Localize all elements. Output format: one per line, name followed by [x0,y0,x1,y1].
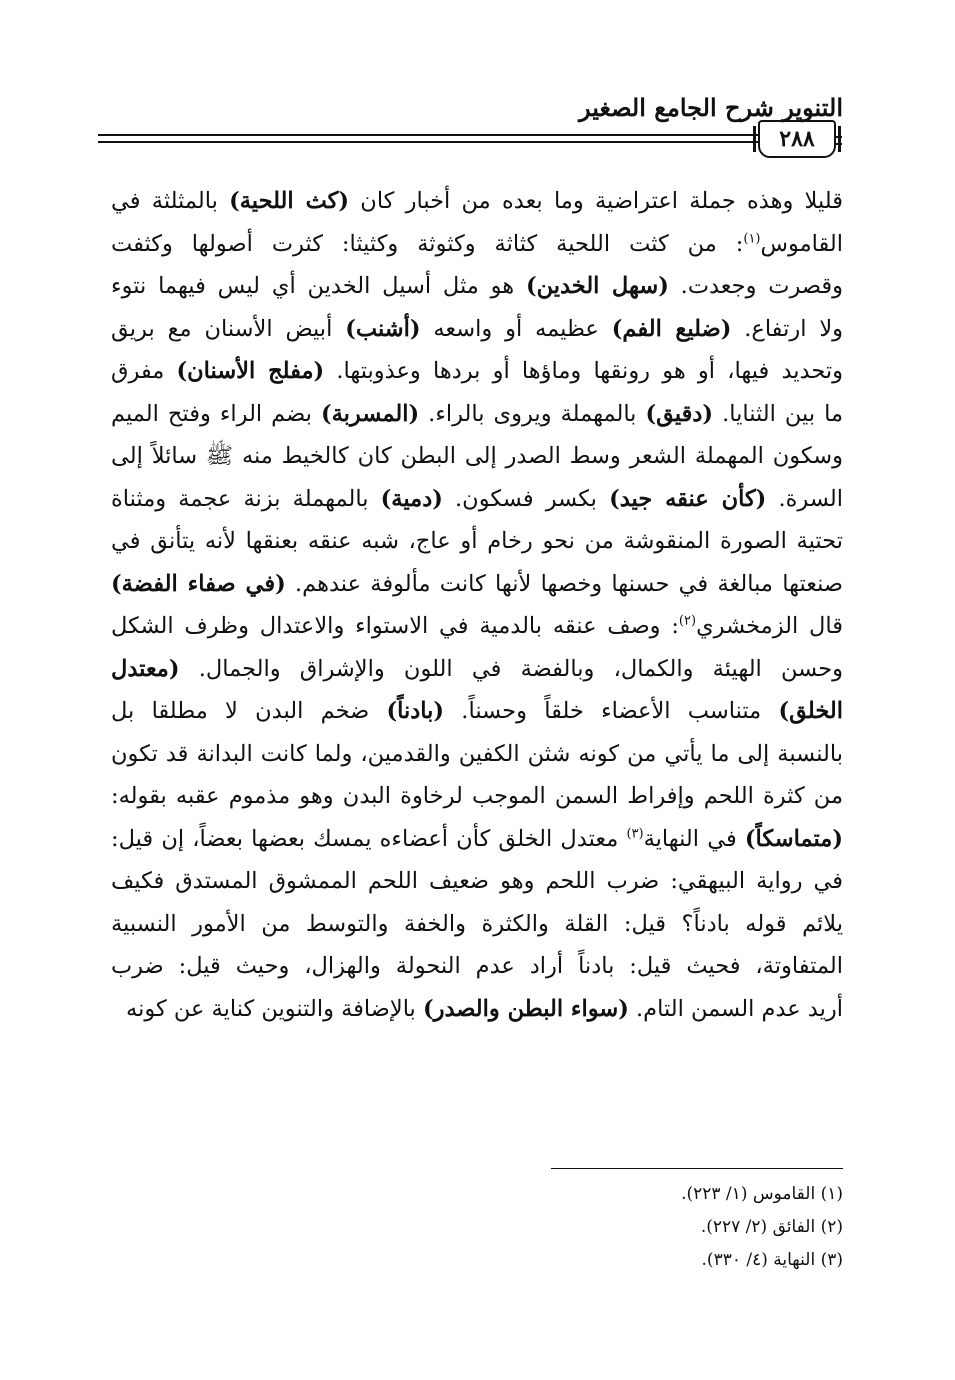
bold-term: الخلق) [778,698,843,724]
footnote-marker: (٢) [678,613,697,629]
footnote-marker: (٣) [626,826,644,841]
text-line: ولا ارتفاع. (ضليع الفم) عظيمه أو واسعه (أشنب) أبيض الأسنان مع بريق [111,315,843,342]
bold-term: (كأن عنقه جيد) [609,485,767,512]
footnote-2: (٢) الفائق (٢/ ٢٢٧). [700,1217,843,1237]
text-line: قليلا وهذه جملة اعتراضية وما بعده من أخبار كان (كث اللحية) بالمثلثة في [111,188,843,214]
page-number: ٢٨٨ [758,120,836,158]
bold-term: (كث اللحية) [229,188,350,214]
running-title: التنوير شرح الجامع الصغير [579,93,843,122]
text-line: المتفاوتة، فحيث قيل: بادناً أراد عدم النحولة والهزال، وحيث قيل: ضرب [111,953,843,979]
bold-term: (دقيق) [645,400,714,427]
text-line: بالنسبة إلى ما يأتي من كونه شثن الكفين والقدمين، ولما كانت البدانة قد تكون [111,740,843,767]
text-line: قال الزمخشري$^{(٢)}$: وصف عنقه بالدمية في الاستواء والاعتدال وظرف الشكل [111,613,843,639]
text-line: في رواية البيهقي: ضرب اللحم وهو ضعيف اللحم الممشوق المستدق فكيف [111,868,843,894]
footnotes [443,1178,843,1277]
bold-term: (متماسكاً) [744,825,843,852]
bold-term: (أشنب) [345,315,421,342]
bold-term: (سهل الخدين) [525,273,669,299]
header-double-rule [98,134,758,143]
text-line: يلائم قوله بادناً؟ قيل: القلة والكثرة والخفة والتوسط من الأمور النسبية [111,910,843,937]
text-line: صنعتها مبالغة في حسنها وخصها لأنها كانت مألوفة عندهم. (في صفاء الفضة) [111,570,843,597]
bold-term: (المسربة) [320,400,420,427]
header-rule-tail [836,136,842,145]
bold-term: (في صفاء الفضة) [111,570,286,597]
bold-term: (سواء البطن والصدر) [422,995,629,1022]
text-line: وحسن الهيئة والكمال، وبالفضة في اللون والإشراق والجمال. (معتدل [111,655,843,682]
text-line: القاموس$^{(١)}$: من كثت اللحية كثاثة وكثوثة وكثيثا: كثرت أصولها وكثفت [111,230,843,257]
bold-term: (معتدل [111,655,180,682]
bold-term: (مفلج الأسنان) [176,358,325,384]
text-line: من كثرة اللحم وإفراط السمن الموجب لرخاوة البدن وهو مذموم عقبه بقوله: [111,783,843,809]
text-line: وتحديد فيها، أو هو رونقها وماؤها أو بردها وعذوبتها. (مفلج الأسنان) مفرق [111,358,843,384]
text-line: أريد عدم السمن التام. (سواء البطن والصدر) بالإضافة والتنوين كناية عن كونه [126,995,843,1022]
footnote-marker: (١) [743,231,761,246]
footnote-separator [551,1168,843,1169]
text-line: الخلق) متناسب الأعضاء خلقاً وحسناً. (بادناً) ضخم البدن لا مطلقا بل [111,698,843,724]
footnote-1: (١) القاموس (١/ ٢٢٣). [681,1184,843,1204]
footnote-3: (٣) النهاية (٤/ ٣٣٠). [701,1250,843,1270]
text-line: (متماسكاً) في النهاية$^{(٣)}$ معتدل الخلق كأن أعضاءه يمسك بعضها بعضاً، إن قيل: [111,825,843,852]
main-text [111,180,843,1030]
bold-term: (ضليع الفم) [611,315,732,342]
text-line: وقصرت وجعدت. (سهل الخدين) هو مثل أسيل الخدين أي ليس فيهما نتوء [111,273,843,299]
text-line: تحتية الصورة المنقوشة من نحو رخام أو عاج، شبه عنقه بعنقها لأنه يتأنق في [111,528,843,554]
text-line: وسكون المهملة الشعر وسط الصدر إلى البطن كان كالخيط منه ﷺ سائلاً إلى [111,443,843,469]
bold-term: (بادناً) [386,698,445,724]
text-line: السرة. (كأن عنقه جيد) بكسر فسكون. (دمية) بالمهملة بزنة عجمة ومثناة [111,485,843,512]
bold-term: (دمية) [380,485,443,512]
text-line: ما بين الثنايا. (دقيق) بالمهملة ويروى بالراء. (المسربة) بضم الراء وفتح الميم [111,400,843,427]
